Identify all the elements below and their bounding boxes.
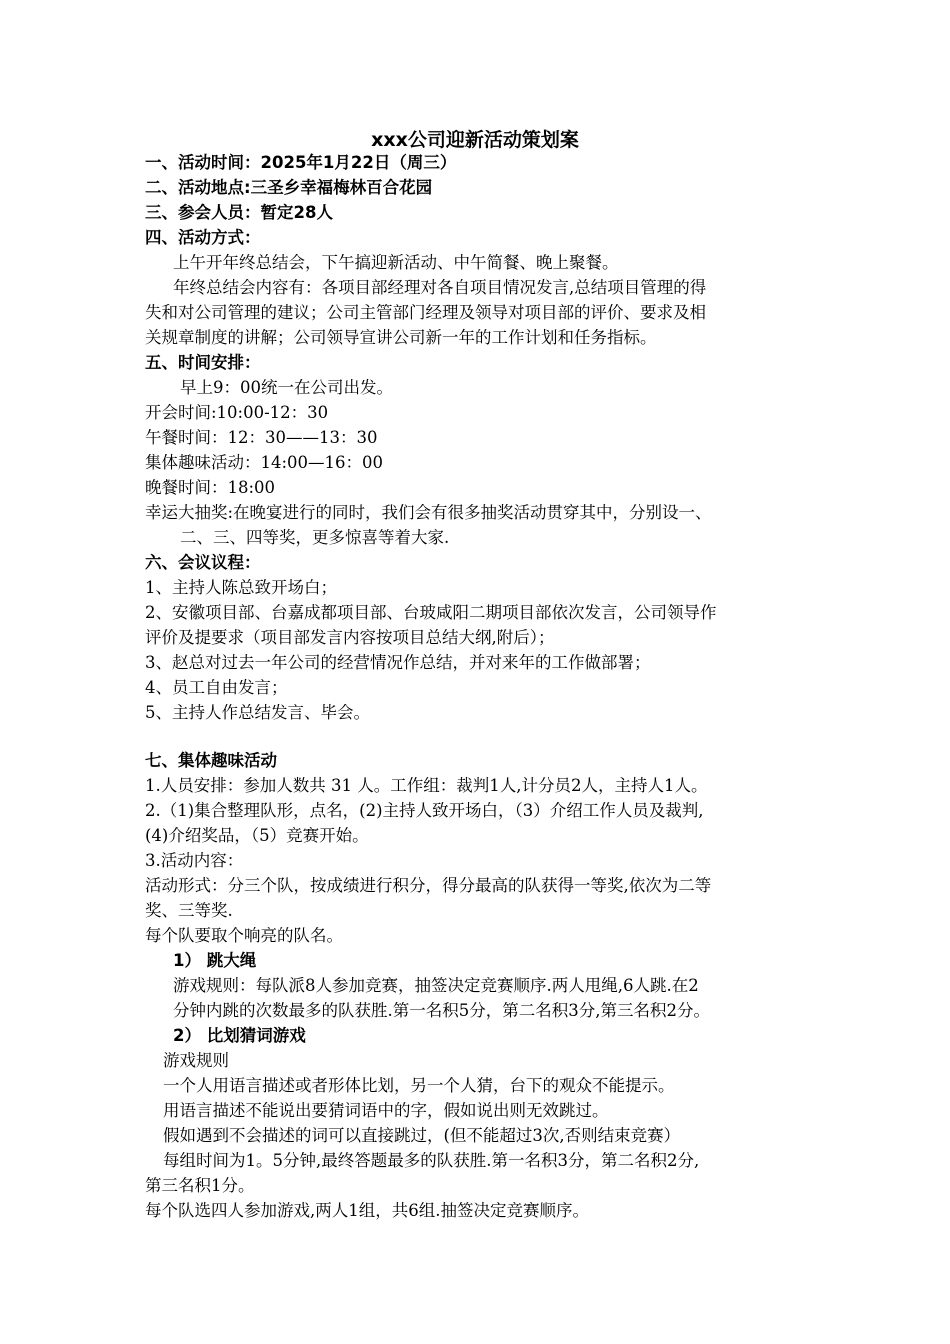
agenda-item: 3、赵总对过去一年公司的经营情况作总结，并对来年的工作做部署； xyxy=(145,653,651,672)
paragraph-line: 年终总结会内容有：各项目部经理对各自项目情况发言,总结项目管理的得 xyxy=(173,278,707,297)
schedule-line: 开会时间:10:00-12：30 xyxy=(145,403,329,422)
section-7-heading: 七、集体趣味活动 xyxy=(145,751,277,770)
agenda-item: 5、主持人作总结发言、毕会。 xyxy=(145,703,370,722)
schedule-line: 晚餐时间：18:00 xyxy=(145,478,276,497)
section-5-heading: 五、时间安排： xyxy=(145,353,261,372)
game-rule-line: 每组时间为1。5分钟,最终答题最多的队获胜.第一名积3分，第二名积2分, xyxy=(163,1151,700,1170)
game-rule-line: 假如遇到不会描述的词可以直接跳过，(但不能超过3次,否则结束竞赛） xyxy=(163,1126,681,1145)
agenda-item: 2、安徽项目部、台嘉成都项目部、台玻咸阳二期项目部依次发言，公司领导作 xyxy=(145,603,717,622)
activity-line: 活动形式：分三个队，按成绩进行积分，得分最高的队获得一等奖,依次为二等 xyxy=(145,876,712,895)
game-rule-line: 游戏规则 xyxy=(163,1051,229,1070)
section-6-heading: 六、会议议程： xyxy=(145,553,261,572)
section-2-heading: 二、活动地点:三圣乡幸福梅林百合花园 xyxy=(145,178,433,197)
paragraph-line: 关规章制度的讲解；公司领导宣讲公司新一年的工作计划和任务指标。 xyxy=(145,328,657,347)
agenda-item: 1、主持人陈总致开场白； xyxy=(145,578,337,597)
game-rule-line: 用语言描述不能说出要猜词语中的字，假如说出则无效跳过。 xyxy=(163,1101,609,1120)
section-4-heading: 四、活动方式： xyxy=(145,228,261,247)
schedule-line: 早上9：00统一在公司出发。 xyxy=(180,378,393,397)
game-2-heading: 2） 比划猜词游戏 xyxy=(173,1026,306,1045)
activity-line: (4)介绍奖品，（5）竞赛开始。 xyxy=(145,826,369,845)
game-rule-line: 第三名积1分。 xyxy=(145,1176,255,1195)
game-1-heading: 1） 跳大绳 xyxy=(173,951,257,970)
activity-line: 每个队要取个响亮的队名。 xyxy=(145,926,343,945)
schedule-line: 集体趣味活动：14:00—16：00 xyxy=(145,453,384,472)
activity-line: 奖、三等奖. xyxy=(145,901,233,920)
agenda-item: 4、员工自由发言； xyxy=(145,678,288,697)
paragraph-line: 上午开年终总结会，下午搞迎新活动、中午简餐、晚上聚餐。 xyxy=(173,253,619,272)
activity-line: 2.（1)集合整理队形，点名，(2)主持人致开场白，（3）介绍工作人员及裁判, xyxy=(145,801,704,820)
activity-line: 3.活动内容： xyxy=(145,851,244,870)
schedule-line: 午餐时间：12：30——13：30 xyxy=(145,428,378,447)
activity-line: 1.人员安排：参加人数共 31 人。工作组：裁判1人,计分员2人，主持人1人。 xyxy=(145,776,708,795)
game-rule-line: 游戏规则：每队派8人参加竞赛，抽签决定竞赛顺序.两人甩绳,6人跳.在2 xyxy=(173,976,699,995)
game-rule-line: 一个人用语言描述或者形体比划，另一个人猜，台下的观众不能提示。 xyxy=(163,1076,675,1095)
game-rule-line: 分钟内跳的次数最多的队获胜.第一名积5分，第二名积3分,第三名积2分。 xyxy=(173,1001,710,1020)
agenda-item: 评价及提要求（项目部发言内容按项目总结大纲,附后）； xyxy=(145,628,555,647)
paragraph-line: 失和对公司管理的建议；公司主管部门经理及领导对项目部的评价、要求及相 xyxy=(145,303,706,322)
section-1-heading: 一、活动时间：2025年1月22日（周三） xyxy=(145,153,457,172)
schedule-line: 幸运大抽奖:在晚宴进行的同时，我们会有很多抽奖活动贯穿其中，分别设一、 xyxy=(145,503,712,522)
game-rule-line: 每个队选四人参加游戏,两人1组，共6组.抽签决定竞赛顺序。 xyxy=(145,1201,589,1220)
document-title: xxx公司迎新活动策划案 xyxy=(371,129,579,151)
schedule-line: 二、三、四等奖，更多惊喜等着大家. xyxy=(180,528,450,547)
section-3-heading: 三、参会人员：暂定28人 xyxy=(145,203,333,222)
